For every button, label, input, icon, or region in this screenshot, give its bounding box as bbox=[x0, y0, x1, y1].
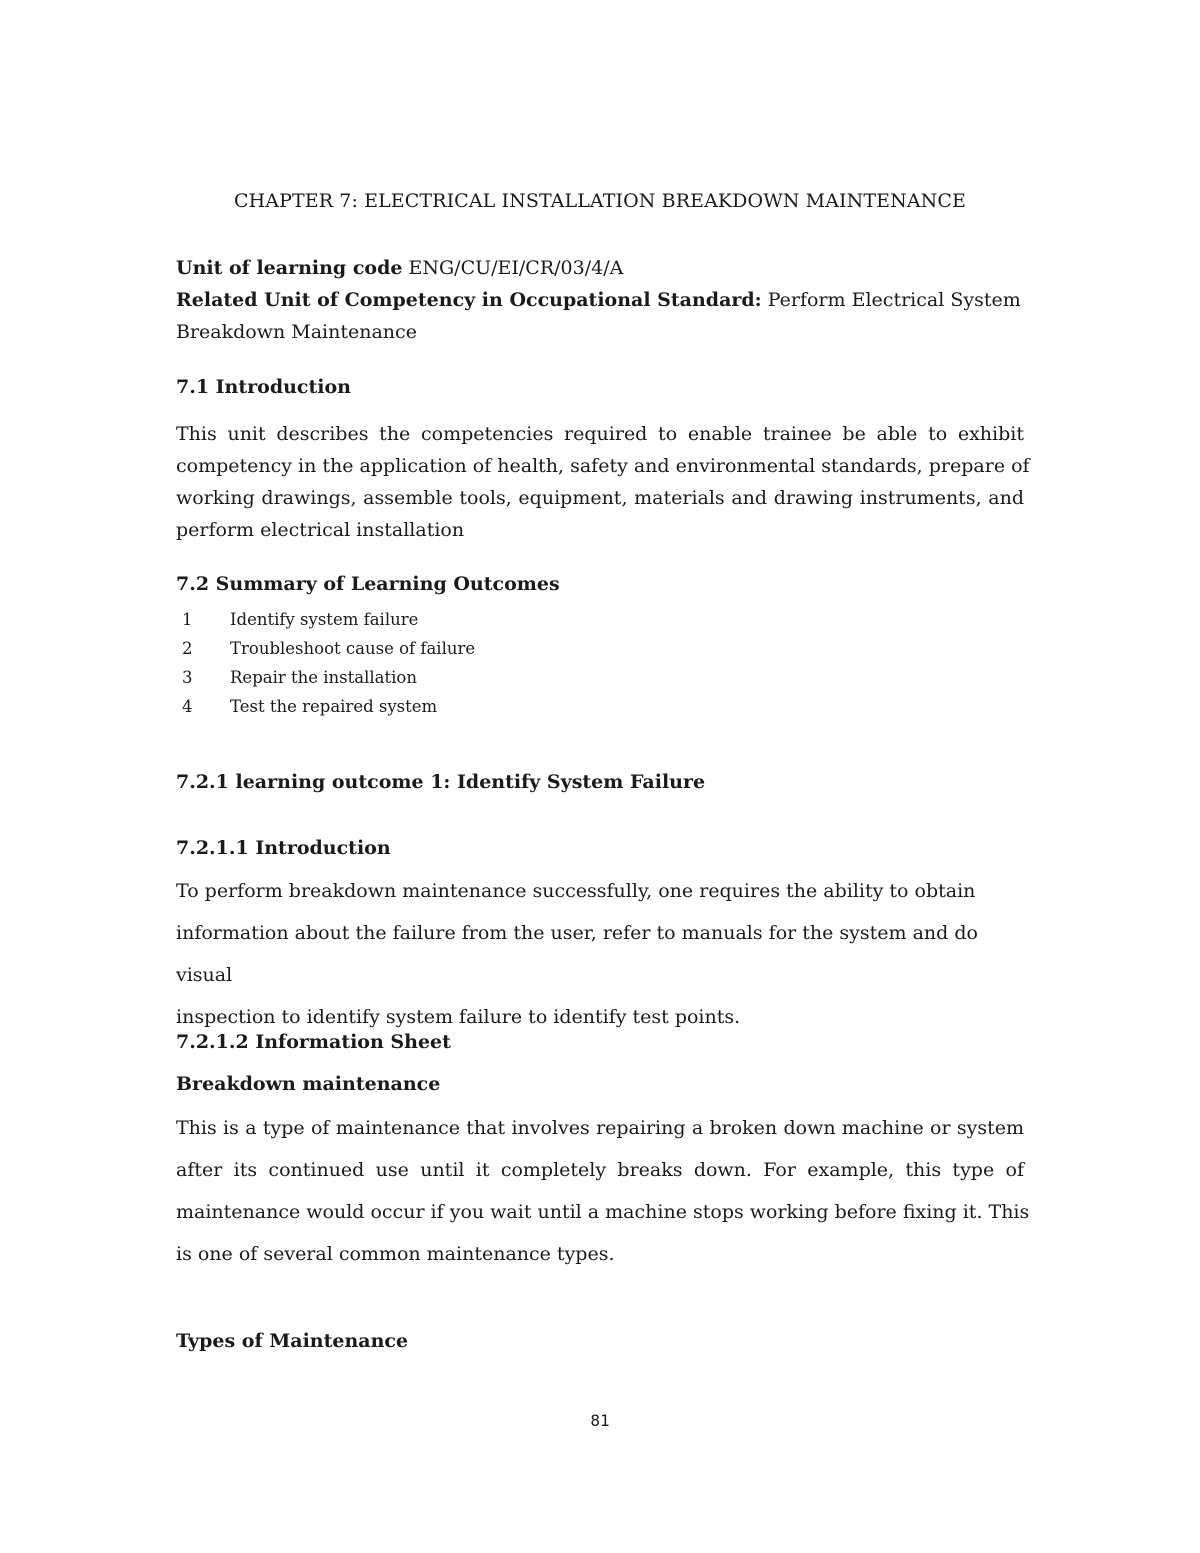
list-item bbox=[176, 663, 475, 692]
intro-paragraph bbox=[176, 418, 1030, 546]
unit-code-label: Unit of learning code bbox=[176, 257, 403, 279]
breakdown-paragraph bbox=[176, 1107, 1030, 1275]
chapter-title: CHAPTER 7: ELECTRICAL INSTALLATION BREAKDOWN MAINTENANCE bbox=[233, 190, 967, 212]
info-sheet-heading: 7.2.1.2 Information Sheet bbox=[176, 1031, 451, 1053]
list-item bbox=[176, 634, 475, 663]
related-unit-value-1: Perform Electrical System bbox=[761, 289, 1021, 311]
list-item bbox=[176, 605, 475, 634]
outcome-number: 1 bbox=[182, 610, 193, 629]
outcome1-intro-line: information about the failure from the user, refer to manuals for the system and do visual bbox=[176, 922, 978, 986]
breakdown-line: This is a type of maintenance that involves repairing a broken down machine or system bbox=[176, 1117, 1024, 1139]
outcome-number: 3 bbox=[182, 668, 193, 687]
outcome-text: Test the repaired system bbox=[230, 697, 438, 716]
outcome-text: Troubleshoot cause of failure bbox=[230, 639, 476, 658]
outcome1-intro-line: To perform breakdown maintenance successfully, one requires the ability to obtain bbox=[176, 880, 976, 902]
breakdown-line: maintenance would occur if you wait until a machine stops working before fixing it. This bbox=[176, 1201, 1030, 1223]
outcome-text: Repair the installation bbox=[230, 668, 417, 687]
intro-line: working drawings, assemble tools, equipment, materials and drawing instruments, and bbox=[176, 487, 1024, 509]
intro-line: perform electrical installation bbox=[176, 519, 465, 541]
related-unit-label: Related Unit of Competency in Occupational Standard: bbox=[176, 289, 762, 311]
summary-heading: 7.2 Summary of Learning Outcomes bbox=[176, 573, 560, 595]
related-unit-line-2: Breakdown Maintenance bbox=[176, 321, 417, 343]
outcome1-heading: 7.2.1 learning outcome 1: Identify System Failure bbox=[176, 771, 706, 793]
list-item bbox=[176, 692, 475, 721]
outcome-number: 4 bbox=[182, 697, 193, 716]
intro-line: competency in the application of health, safety and environmental standards, prepare of bbox=[176, 455, 1030, 477]
outcome1-intro-paragraph bbox=[176, 870, 1024, 1038]
breakdown-maintenance-heading: Breakdown maintenance bbox=[176, 1073, 441, 1095]
intro-heading: 7.1 Introduction bbox=[176, 376, 351, 398]
outcome-number: 2 bbox=[182, 639, 193, 658]
types-of-maintenance-heading: Types of Maintenance bbox=[176, 1330, 409, 1352]
breakdown-line: after its continued use until it completely breaks down. For example, this type of bbox=[176, 1159, 1024, 1181]
page-number: 81 bbox=[590, 1411, 610, 1430]
unit-code-value: ENG/CU/EI/CR/03/4/A bbox=[402, 257, 624, 279]
breakdown-line: is one of several common maintenance types. bbox=[176, 1243, 615, 1265]
unit-code-line bbox=[176, 252, 623, 284]
intro-line: This unit describes the competencies required to enable trainee be able to exhibit bbox=[176, 423, 1024, 445]
outcome-text: Identify system failure bbox=[230, 610, 419, 629]
outcome1-intro-heading: 7.2.1.1 Introduction bbox=[176, 837, 391, 859]
outcomes-list bbox=[176, 605, 475, 721]
related-unit-line-1 bbox=[176, 284, 1021, 316]
outcome1-intro-line: inspection to identify system failure to identify test points. bbox=[176, 1006, 741, 1028]
